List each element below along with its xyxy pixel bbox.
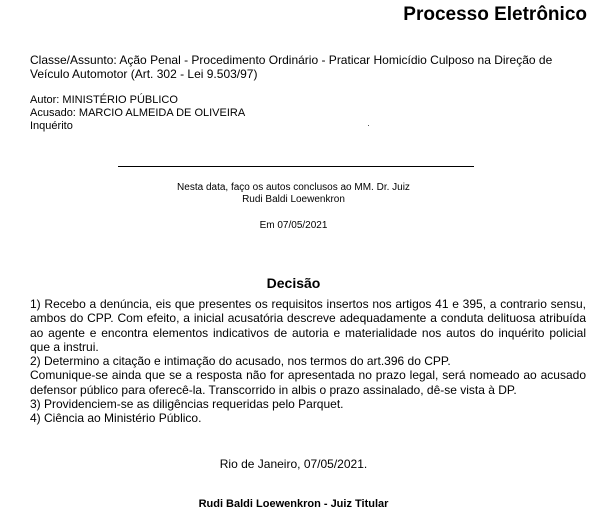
decision-paragraph: 3) Providenciem-se as diligências requeridas pelo Parquet. bbox=[30, 397, 344, 412]
decision-paragraph: 2) Determino a citação e intimação do acusado, nos termos do art.396 do CPP. bbox=[30, 354, 451, 369]
decision-paragraph: 4) Ciência ao Ministério Público. bbox=[30, 411, 202, 426]
case-defendant: Acusado: MARCIO ALMEIDA DE OLIVEIRA bbox=[30, 107, 246, 119]
case-author: Autor: MINISTÉRIO PÚBLICO bbox=[30, 94, 178, 106]
decision-paragraph: Comunique-se ainda que se a resposta não for apresentada no prazo legal, será nomeado ao acusado defensor público para oferecê-la. Transcorrido in albis o prazo assinalado, dê-se vista à DP. bbox=[30, 368, 586, 397]
case-type: Inquérito bbox=[30, 120, 73, 132]
document-title: Processo Eletrônico bbox=[403, 4, 587, 25]
conclusion-judge-name: Rudi Baldi Loewenkron bbox=[242, 194, 345, 205]
section-divider bbox=[118, 166, 474, 167]
decision-title: Decisão bbox=[266, 275, 321, 291]
judge-signature: Rudi Baldi Loewenkron - Juiz Titular bbox=[198, 498, 389, 510]
place-and-date: Rio de Janeiro, 07/05/2021. bbox=[219, 457, 368, 471]
conclusion-note bbox=[0, 182, 587, 206]
stray-mark bbox=[368, 125, 369, 126]
decision-paragraph: 1) Recebo a denúncia, eis que presentes os requisitos insertos nos artigos 41 e 395, a contrario sensu, ambos do CPP. Com efeito, a inicial acusatória descreve adequadamente a conduta delituosa atribuída ao agente e encontra elementos indicativos de autoria e materialidade nos autos do inquérito policial que a instrui. bbox=[30, 297, 586, 354]
case-parties bbox=[30, 94, 245, 133]
conclusion-date: Em 07/05/2021 bbox=[259, 220, 328, 231]
conclusion-line-1: Nesta data, faço os autos conclusos ao MM. Dr. Juiz bbox=[177, 182, 410, 193]
decision-body bbox=[30, 297, 586, 426]
case-subject: Classe/Assunto: Ação Penal - Procedimento Ordinário - Praticar Homicídio Culposo na Direção de Veículo Automotor (Art. 302 - Lei 9.503/97) bbox=[30, 53, 553, 81]
